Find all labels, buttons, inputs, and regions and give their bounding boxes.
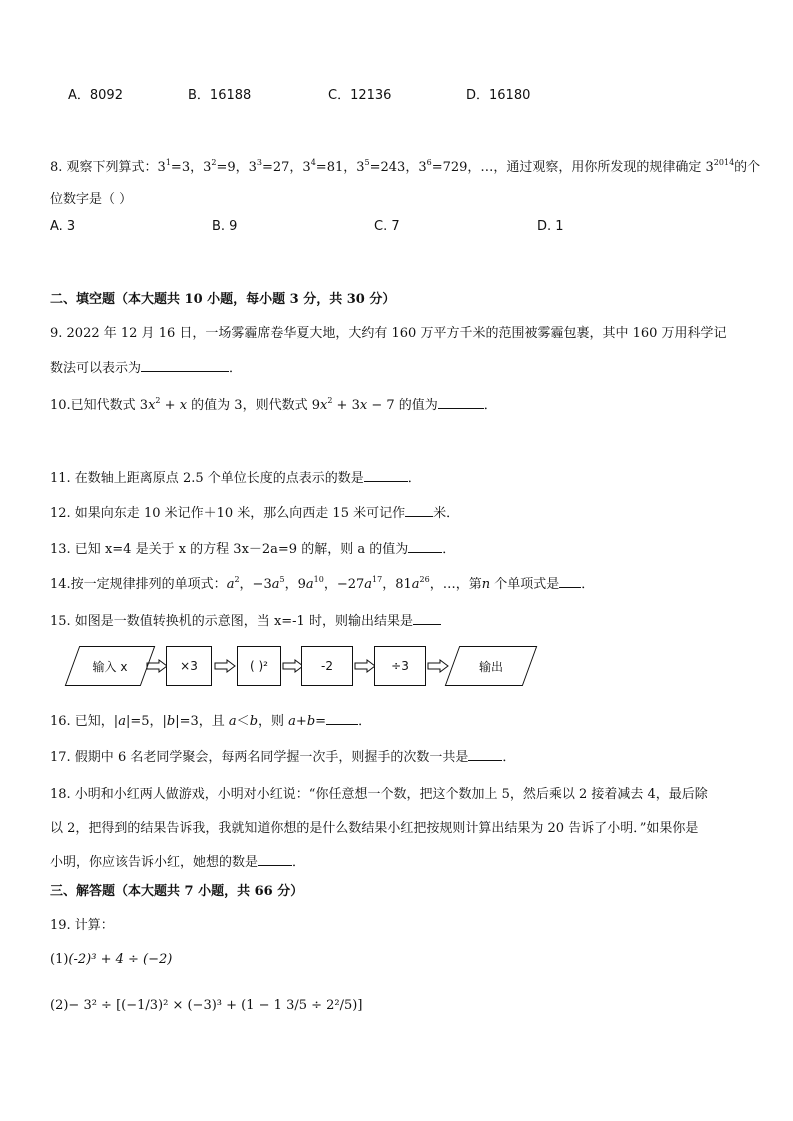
output-box: 输出 [452, 646, 530, 686]
section-2-heading: 二、填空题（本大题共 10 小题，每小题 3 分，共 30 分） [50, 292, 396, 307]
answer-blank [408, 551, 442, 553]
question-19-title: 19. 计算： [50, 918, 114, 933]
question-15: 15. 如图是一数值转换机的示意图，当 x=-1 时，则输出结果是 [50, 610, 441, 629]
input-box: 输入 x [72, 646, 148, 686]
question-9-line1: 9. 2022 年 12 月 16 日，一场雾霾席卷华夏大地，大约有 160 万平方千米的范围被雾霾包裹，其中 160 万用科学记 [50, 326, 727, 341]
arrow-icon [354, 659, 376, 673]
arrow-icon [427, 659, 449, 673]
square-box: ( )² [237, 646, 281, 686]
answer-blank [326, 723, 358, 725]
question-19-part-1: (1)(-2)³ + 4 ÷ (−2) [50, 952, 173, 967]
option-c: C．12136 [328, 88, 392, 103]
question-8-line2: 位数字是（ ） [50, 192, 133, 207]
subtract-2-box: -2 [301, 646, 353, 686]
question-8-line1: 8. 观察下列算式：$3^1=3$，$3^2=9$，$3^3=27$，$3^4=81$，$3^5=243$，$3^6=729$，…，通过观察，用你所发现的规律确定 $3^{2014}$的个 [50, 158, 761, 175]
option-d: D．16180 [466, 88, 531, 103]
question-14: 14.按一定规律排列的单项式：$a^2$，$-3a^5$，$9a^{10}$，$-27a^{17}$，$81a^{26}$，…，第n 个单项式是 ． [50, 575, 595, 592]
answer-blank [364, 480, 408, 482]
arrow-icon [146, 659, 168, 673]
answer-blank [559, 586, 581, 588]
question-11: 11. 在数轴上距离原点 2.5 个单位长度的点表示的数是 ． [50, 471, 421, 486]
question-18-line1: 18. 小明和小红两人做游戏，小明对小红说：“你任意想一个数，把这个数加上 5，然后乘以 2 接着减去 4，最后除 [50, 787, 708, 802]
answer-blank [258, 864, 292, 866]
answer-blank [413, 623, 441, 625]
section-3-heading: 三、解答题（本大题共 7 小题，共 66 分） [50, 884, 304, 899]
conversion-machine-diagram [60, 640, 540, 692]
option-a: A．8092 [68, 88, 123, 103]
answer-blank [405, 515, 433, 517]
question-13: 13. 已知 x=4 是关于 x 的方程 3x－2a=9 的解，则 a 的值为 ． [50, 542, 456, 557]
answer-blank [438, 407, 484, 409]
question-9-line2: 数法可以表示为 ． [50, 361, 243, 376]
multiply-3-box: ×3 [166, 646, 212, 686]
question-19-part-2: (2)− 3² ÷ [(−1/3)² × (−3)³ + (1 − 1 3/5 ÷ 2²/5)] [50, 998, 363, 1013]
question-12: 12. 如果向东走 10 米记作＋10 米，那么向西走 15 米可记作 米． [50, 506, 460, 521]
arrow-icon [214, 659, 236, 673]
q8-option-d: D. 1 [537, 219, 564, 234]
option-b: B．16188 [188, 88, 252, 103]
question-18-line3: 小明，你应该告诉小红，她想的数是 ． [50, 855, 306, 870]
q8-option-a: A. 3 [50, 219, 76, 234]
divide-3-box: ÷3 [374, 646, 426, 686]
q8-option-c: C. 7 [374, 219, 400, 234]
question-10: 10.已知代数式 $3x^2 + x$ 的值为 3，则代数式 $9x^2 + 3x - 7$ 的值为 ． [50, 396, 497, 413]
question-16: 16. 已知，|a|=5，|b|=3，且 a＜b，则 a+b= ． [50, 714, 372, 729]
question-18-line2: 以 2，把得到的结果告诉我，我就知道你想的是什么数结果小红把按规则计算出结果为 20 告诉了小明．”如果你是 [50, 821, 699, 836]
answer-blank [468, 759, 502, 761]
question-17: 17. 假期中 6 名老同学聚会，每两名同学握一次手，则握手的次数一共是 ． [50, 750, 516, 765]
q8-option-b: B. 9 [212, 219, 238, 234]
answer-blank [141, 370, 229, 372]
